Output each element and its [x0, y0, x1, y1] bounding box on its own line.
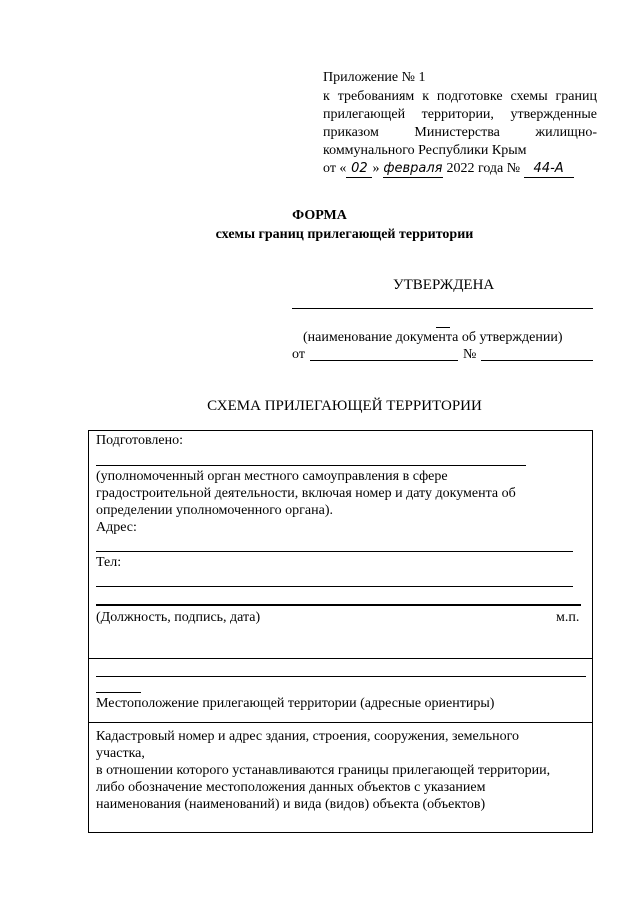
date-month-handwritten: февраля: [383, 161, 443, 176]
order-number-handwritten: 44-А: [524, 161, 574, 178]
prepared-label: Подготовлено:: [96, 433, 183, 448]
approved-label: УТВЕРЖДЕНА: [393, 277, 495, 293]
approval-date-line: [310, 360, 458, 361]
stamp-label: м.п.: [556, 610, 580, 625]
appendix-line-3: приказом Министерства жилищно-: [323, 125, 597, 140]
date-day-handwritten: 02: [346, 161, 372, 178]
address-line: [96, 551, 573, 552]
appendix-line-1: к требованиям к подготовке схемы границ: [323, 89, 597, 104]
location-short-line: [96, 692, 141, 693]
location-line: [96, 676, 586, 677]
cadastral-line-4: либо обозначение местоположения данных объектов с указанием: [96, 780, 486, 795]
location-caption: Местоположение прилегающей территории (адресные ориентиры): [96, 696, 495, 711]
signature-caption: (Должность, подпись, дата): [96, 610, 261, 625]
form-subtitle: схемы границ прилегающей территории: [215, 227, 474, 242]
signature-line: [96, 604, 581, 606]
date-mid: »: [372, 161, 380, 176]
authority-caption-1: (уполномоченный орган местного самоуправления в сфере: [96, 469, 448, 484]
appendix-line-4: коммунального Республики Крым: [323, 143, 527, 158]
authority-line: [96, 465, 526, 466]
address-label: Адрес:: [96, 520, 137, 535]
authority-caption-3: определении уполномоченного органа).: [96, 503, 334, 518]
cadastral-section: [88, 722, 593, 833]
approval-number-label: №: [463, 347, 477, 362]
prepared-section: [88, 430, 593, 659]
phone-line: [96, 586, 573, 587]
appendix-line-2: прилегающей территории, утвержденные: [323, 107, 597, 122]
scheme-title: СХЕМА ПРИЛЕГАЮЩЕЙ ТЕРРИТОРИИ: [207, 398, 482, 414]
cadastral-line-2: участка,: [96, 746, 145, 761]
doc-name-caption: (наименование документа об утверждении): [303, 330, 563, 345]
location-section: [88, 658, 593, 723]
cadastral-line-5: наименования (наименований) и вида (видов) объекта (объектов): [96, 797, 486, 812]
approval-from-label: от: [292, 347, 305, 362]
appendix-date-row: [323, 161, 574, 178]
date-year-text: 2022 года №: [446, 161, 521, 176]
date-prefix: от «: [323, 161, 347, 176]
authority-caption-2: градостроительной деятельности, включая номер и дату документа об: [96, 486, 516, 501]
approval-number-line: [481, 360, 593, 361]
cadastral-line-1: Кадастровый номер и адрес здания, строения, сооружения, земельного: [96, 729, 520, 744]
form-title: ФОРМА: [292, 208, 347, 223]
approval-short-line: [436, 327, 450, 328]
cadastral-line-3: в отношении которого устанавливаются границы прилегающей территории,: [96, 763, 551, 778]
phone-label: Тел:: [96, 555, 122, 570]
approval-doc-line: [292, 308, 593, 309]
appendix-title: Приложение № 1: [323, 70, 426, 85]
